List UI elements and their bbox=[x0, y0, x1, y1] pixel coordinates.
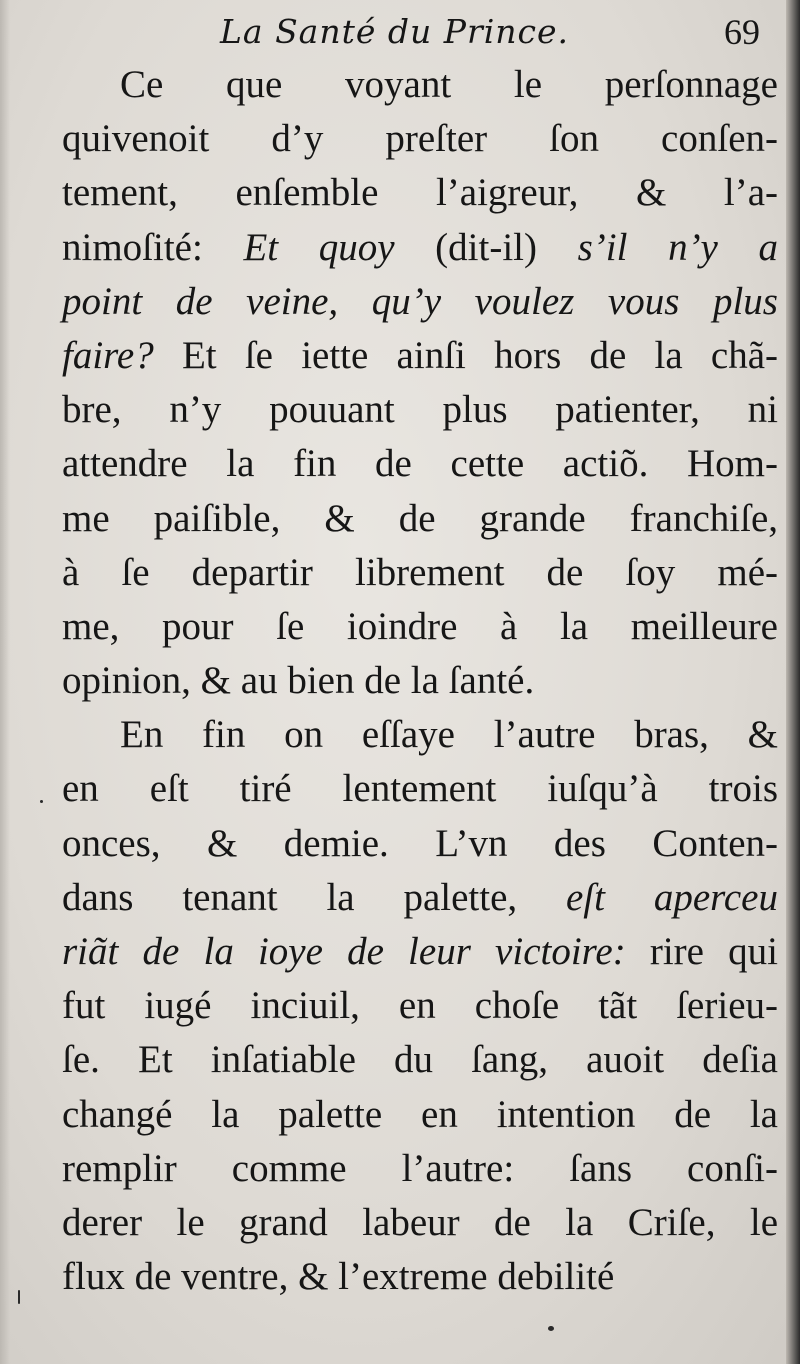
italic-text: point de veine, qu’y voulez vous plus bbox=[62, 279, 778, 323]
page-binding-shadow bbox=[786, 0, 800, 1364]
text-segment: bre, n’y pouuant plus patienter, ni bbox=[62, 388, 778, 432]
text-line bbox=[62, 600, 778, 654]
running-head bbox=[60, 10, 766, 54]
text-line bbox=[62, 221, 778, 275]
text-line bbox=[62, 58, 778, 112]
text-segment: en eſt tiré lentement iuſqu’à trois bbox=[62, 767, 778, 811]
text-line bbox=[62, 708, 778, 762]
text-line bbox=[62, 166, 778, 220]
text-segment: à ſe departir librement de ſoy mé- bbox=[62, 550, 778, 594]
running-head-title: La Santé du Prince. bbox=[220, 12, 570, 51]
text-line bbox=[62, 979, 778, 1033]
text-line bbox=[62, 1033, 778, 1087]
body-text bbox=[62, 58, 778, 1304]
text-segment: nimoſité: bbox=[62, 225, 244, 269]
italic-text: eſt aperceu bbox=[566, 875, 778, 919]
text-segment: En fin on eſſaye l’autre bras, & bbox=[120, 713, 778, 757]
text-line bbox=[62, 275, 778, 329]
text-line bbox=[62, 437, 778, 491]
text-line bbox=[62, 871, 778, 925]
text-line bbox=[62, 112, 778, 166]
text-line bbox=[62, 329, 778, 383]
italic-text: s’il n’y a bbox=[577, 225, 778, 269]
text-segment: quivenoit d’y preſter ſon conſen- bbox=[62, 117, 778, 161]
text-segment: tement, enſemble l’aigreur, & l’a- bbox=[62, 171, 778, 215]
text-segment: me, pour ſe ioindre à la meilleure bbox=[62, 604, 778, 648]
page-number: 69 bbox=[724, 12, 760, 52]
text-segment: attendre la fin de cette actiõ. Hom- bbox=[62, 442, 778, 486]
text-line bbox=[62, 1250, 778, 1304]
text-segment: fut iugé inciuil, en choſe tãt ſerieu- bbox=[62, 984, 778, 1028]
text-line bbox=[62, 1196, 778, 1250]
text-segment: flux de ventre, & l’extreme debilité bbox=[62, 1255, 615, 1299]
text-segment: onces, & demie. L’vn des Conten- bbox=[62, 821, 778, 865]
text-segment: changé la palette en intention de la bbox=[62, 1092, 778, 1136]
page-left-shadow bbox=[0, 0, 10, 1364]
text-segment: (dit-il) bbox=[394, 225, 578, 269]
text-line bbox=[62, 817, 778, 871]
italic-text: riãt de la ioye de leur victoire: bbox=[62, 930, 626, 973]
text-line bbox=[62, 762, 778, 816]
text-segment: remplir comme l’autre: ſans conſi- bbox=[62, 1146, 778, 1190]
text-line bbox=[62, 654, 778, 708]
text-line bbox=[62, 925, 778, 979]
text-line bbox=[62, 1142, 778, 1196]
text-line bbox=[62, 546, 778, 600]
text-segment: derer le grand labeur de la Criſe, le bbox=[62, 1200, 778, 1244]
text-segment: opinion, & au bien de la ſanté. bbox=[62, 659, 535, 703]
italic-text: faire? bbox=[62, 333, 154, 377]
text-segment: dans tenant la palette, bbox=[62, 875, 566, 919]
text-segment: Et ſe iette ainſi hors de la chã- bbox=[153, 333, 778, 377]
text-segment: Ce que voyant le perſonnage bbox=[120, 63, 778, 106]
text-line bbox=[62, 1088, 778, 1142]
text-segment: rire qui bbox=[625, 930, 778, 973]
italic-text: Et quoy bbox=[243, 225, 395, 269]
text-line bbox=[62, 492, 778, 546]
text-segment: me paiſible, & de grande franchiſe, bbox=[62, 496, 778, 540]
text-segment: ſe. Et inſatiable du ſang, auoit deſia bbox=[62, 1038, 778, 1082]
text-line bbox=[62, 383, 778, 437]
